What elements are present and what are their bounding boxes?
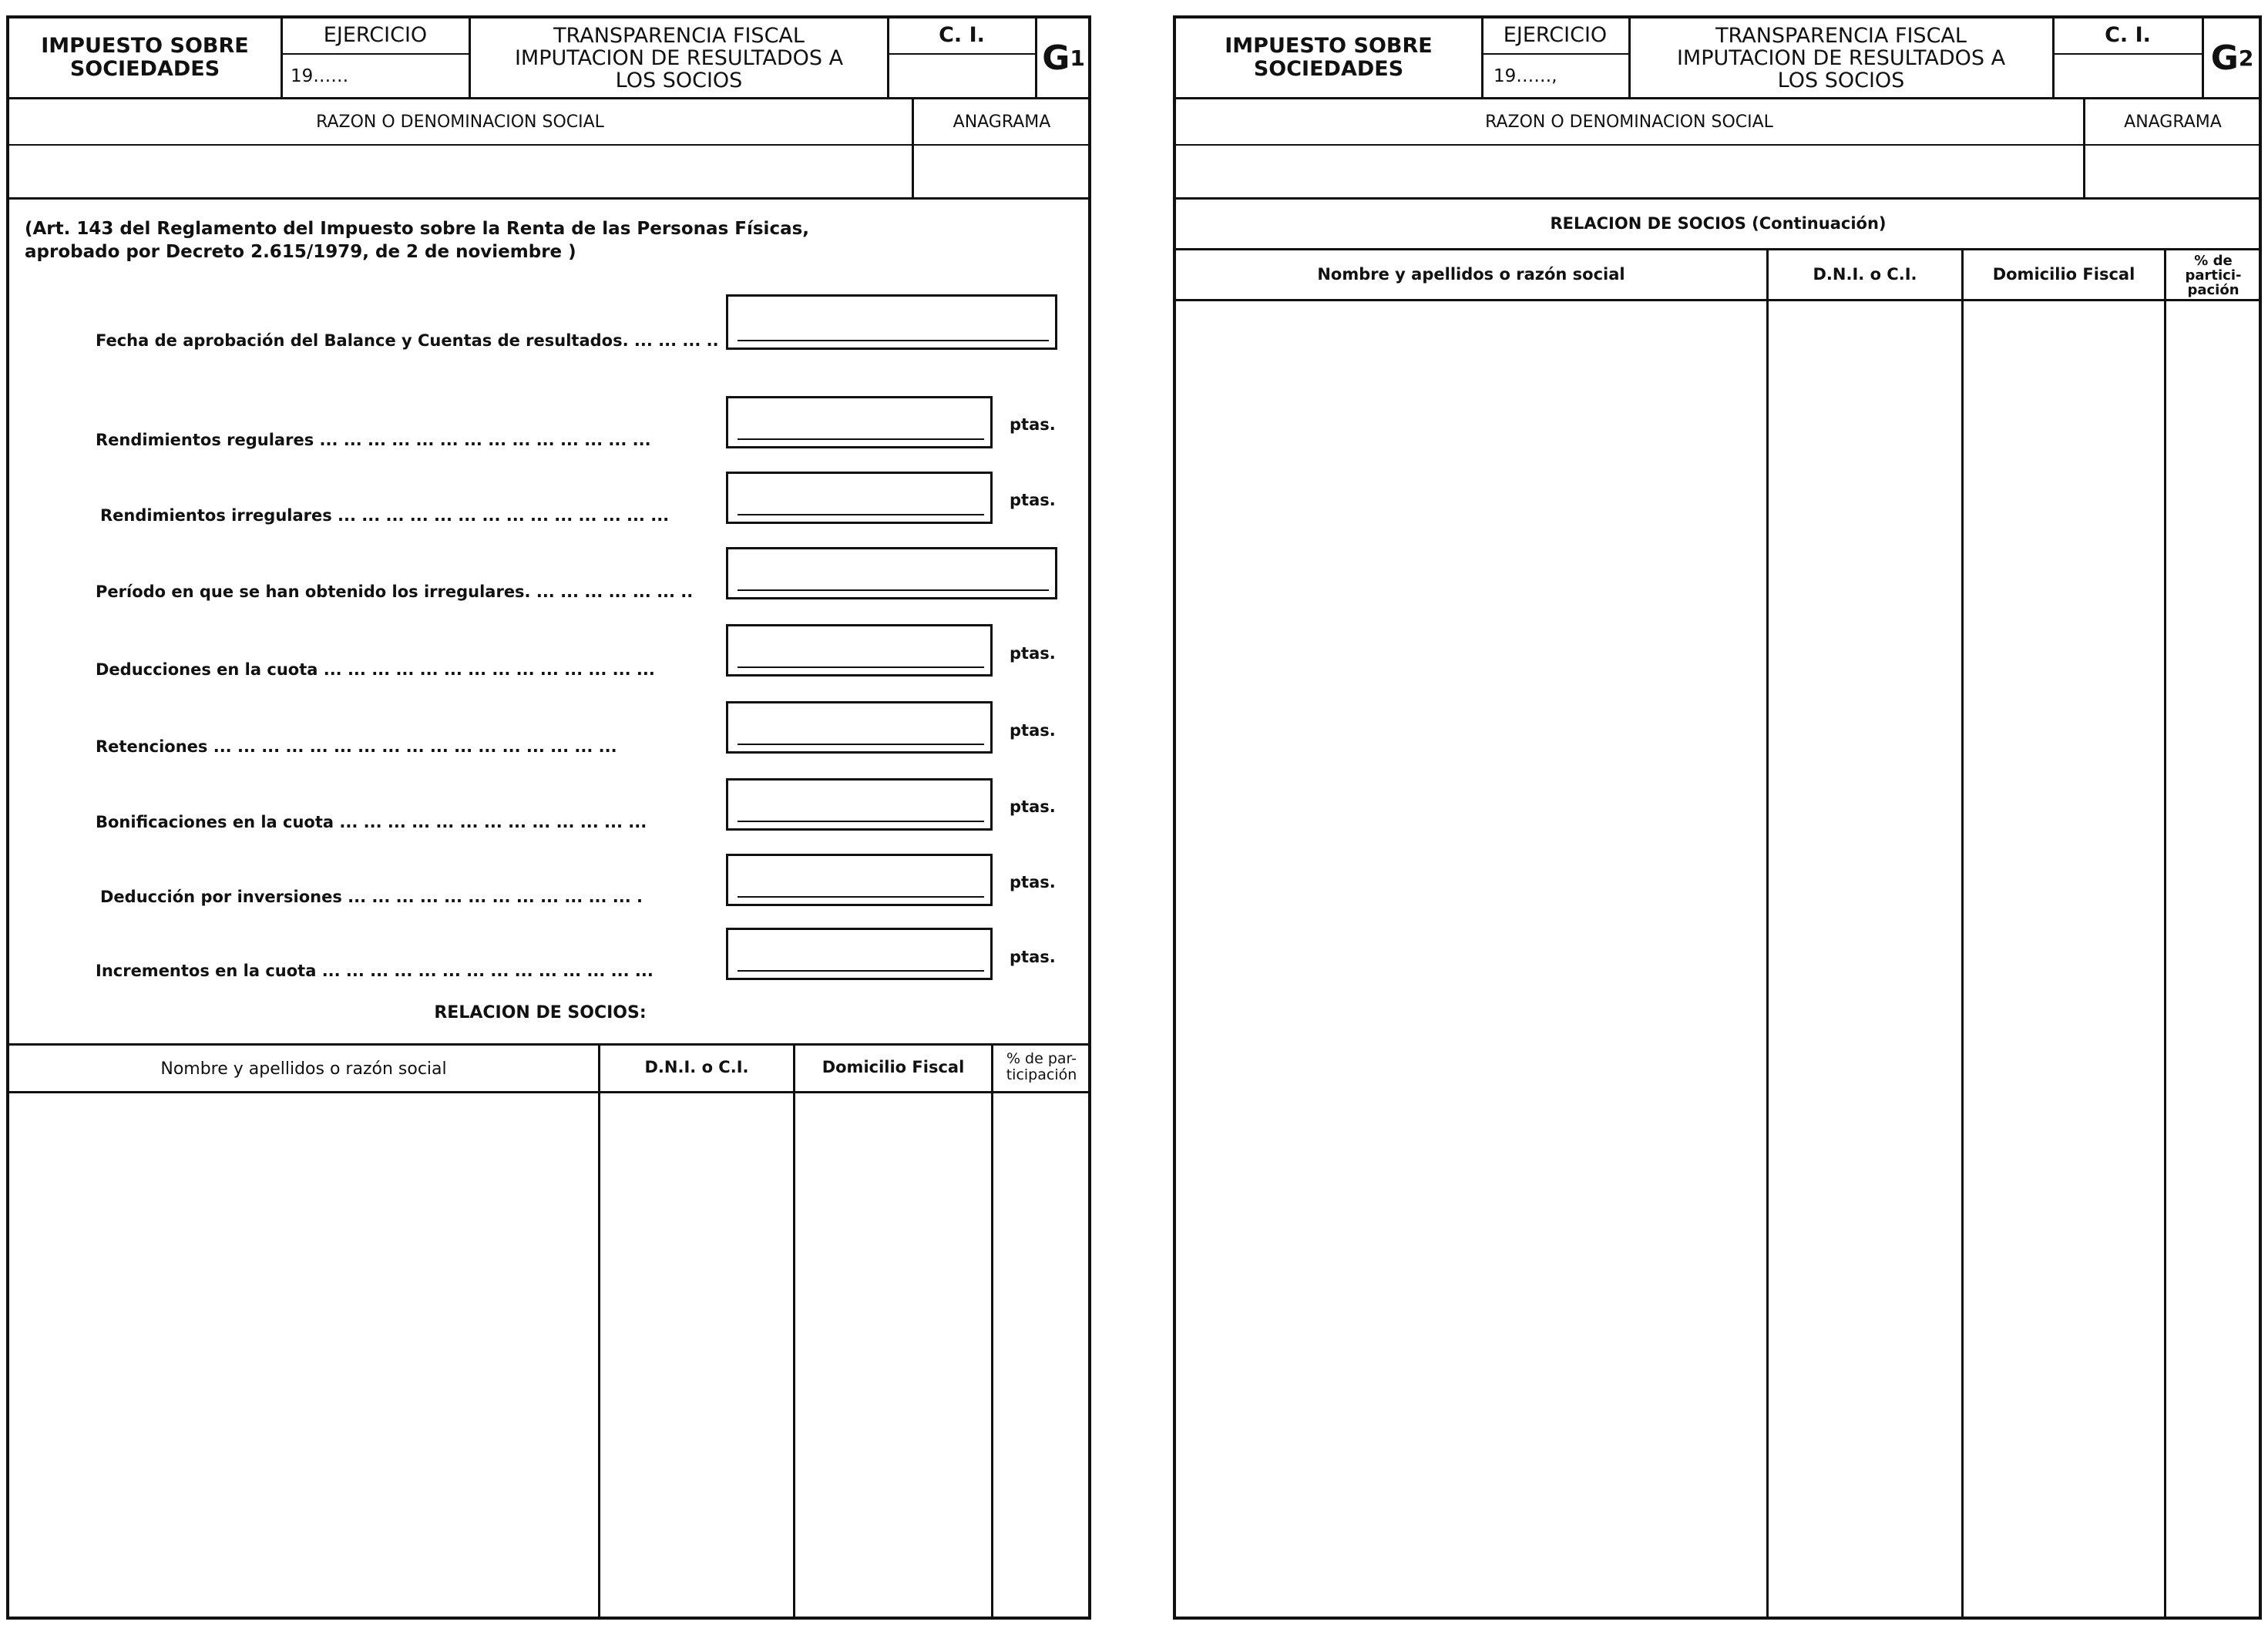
incrementos-cuota-input[interactable] <box>726 928 993 980</box>
ci-label: C. I. <box>939 23 985 47</box>
form-code-g2: G 2 <box>2210 38 2254 78</box>
unit-ptas-4: ptas. <box>1010 721 1056 740</box>
periodo-irregulares-input[interactable] <box>726 547 1057 599</box>
socios-table-body[interactable] <box>1176 301 2259 1617</box>
bonificaciones-cuota-input[interactable] <box>726 778 993 831</box>
unit-ptas-3: ptas. <box>1010 644 1056 663</box>
relacion-socios-continuacion-heading: RELACION DE SOCIOS (Continuación) <box>1550 214 1887 233</box>
form-title <box>472 18 886 97</box>
title-line1: TRANSPARENCIA FISCAL <box>553 23 805 48</box>
title-line3: LOS SOCIOS <box>1777 68 1905 92</box>
razon-label: RAZON O DENOMINACION SOCIAL <box>1485 112 1773 132</box>
form-code-g1: G 1 <box>1042 38 1085 78</box>
ejercicio-value[interactable]: 19……, <box>1494 66 1557 86</box>
col-domicilio: Domicilio Fiscal <box>1992 265 2135 284</box>
ejercicio-label: EJERCICIO <box>1503 23 1608 47</box>
title-line2: IMPUTACION DE RESULTADOS A <box>1676 45 2006 70</box>
legal-reference: (Art. 143 del Reglamento del Impuesto sobre la Renta de las Personas Físicas, aprobado por Decreto 2.615/1979, de 2 de noviembre ) <box>25 219 810 262</box>
col-participacion: % de par- ticipación <box>1006 1050 1077 1083</box>
ejercicio-value[interactable]: 19…… <box>291 66 349 86</box>
socios-table-body[interactable] <box>9 1093 1088 1617</box>
form-title <box>1631 18 2051 97</box>
relacion-socios-heading: RELACION DE SOCIOS: <box>434 1002 647 1022</box>
form-g2 <box>1173 15 2262 1620</box>
col-participacion: % de partici- pación <box>2185 252 2242 298</box>
field-label-deduccion-inversiones: Deducción por inversiones ... ... ... ... ... ... ... ... ... ... ... ... . <box>100 888 643 906</box>
tax-name-cell <box>9 18 281 97</box>
razon-label: RAZON O DENOMINACION SOCIAL <box>316 112 604 132</box>
fecha-aprobacion-input[interactable] <box>726 294 1057 350</box>
title-line3: LOS SOCIOS <box>615 68 743 92</box>
field-label-deducciones: Deducciones en la cuota ... ... ... ... ... ... ... ... ... ... ... ... ... ... <box>96 660 655 679</box>
col-dni: D.N.I. o C.I. <box>644 1058 749 1076</box>
ci-value-field[interactable] <box>2055 55 2201 96</box>
razon-input[interactable] <box>9 146 911 197</box>
razon-input[interactable] <box>1176 146 2082 197</box>
field-label-rend-irregulares: Rendimientos irregulares ... ... ... ... ... ... ... ... ... ... ... ... ... ... <box>100 506 670 525</box>
title-line1: TRANSPARENCIA FISCAL <box>1715 23 1967 48</box>
tax-name-line1: IMPUESTO SOBRE <box>41 34 249 58</box>
field-label-fecha: Fecha de aprobación del Balance y Cuentas de resultados. ... ... ... .. <box>96 331 719 350</box>
anagrama-input[interactable] <box>2085 146 2260 197</box>
deducciones-cuota-input[interactable] <box>726 624 993 677</box>
ci-value-field[interactable] <box>889 55 1034 96</box>
unit-ptas-6: ptas. <box>1010 873 1056 891</box>
tax-name-line2: SOCIEDADES <box>1253 57 1404 81</box>
col-domicilio: Domicilio Fiscal <box>822 1058 965 1076</box>
field-label-retenciones: Retenciones ... ... ... ... ... ... ... ... ... ... ... ... ... ... ... ... ... <box>96 737 617 756</box>
tax-name-cell <box>1176 18 1481 97</box>
field-label-bonificaciones: Bonificaciones en la cuota ... ... ... ... ... ... ... ... ... ... ... ... ... <box>96 813 647 831</box>
anagrama-input[interactable] <box>914 146 1090 197</box>
col-nombre: Nombre y apellidos o razón social <box>160 1059 447 1079</box>
field-label-rend-regulares: Rendimientos regulares ... ... ... ... ... ... ... ... ... ... ... ... ... ... <box>96 431 651 449</box>
unit-ptas-1: ptas. <box>1010 415 1056 434</box>
retenciones-input[interactable] <box>726 701 993 754</box>
unit-ptas-5: ptas. <box>1010 797 1056 816</box>
ci-label: C. I. <box>2105 23 2151 47</box>
unit-ptas-2: ptas. <box>1010 491 1056 509</box>
unit-ptas-7: ptas. <box>1010 948 1056 966</box>
field-label-periodo: Período en que se han obtenido los irregulares. ... ... ... ... ... ... .. <box>96 583 694 601</box>
rendimientos-regulares-input[interactable] <box>726 396 993 448</box>
deduccion-inversiones-input[interactable] <box>726 854 993 906</box>
ejercicio-label: EJERCICIO <box>323 23 428 47</box>
field-label-incrementos: Incrementos en la cuota ... ... ... ... ... ... ... ... ... ... ... ... ... ... <box>96 962 654 980</box>
tax-name-line2: SOCIEDADES <box>69 57 220 81</box>
anagrama-label: ANAGRAMA <box>2124 112 2222 132</box>
title-line2: IMPUTACION DE RESULTADOS A <box>514 45 844 70</box>
form-g1 <box>6 15 1091 1620</box>
col-nombre: Nombre y apellidos o razón social <box>1317 265 1625 284</box>
col-dni: D.N.I. o C.I. <box>1813 265 1917 284</box>
tax-name-line1: IMPUESTO SOBRE <box>1225 34 1433 58</box>
rendimientos-irregulares-input[interactable] <box>726 472 993 524</box>
anagrama-label: ANAGRAMA <box>953 112 1051 132</box>
